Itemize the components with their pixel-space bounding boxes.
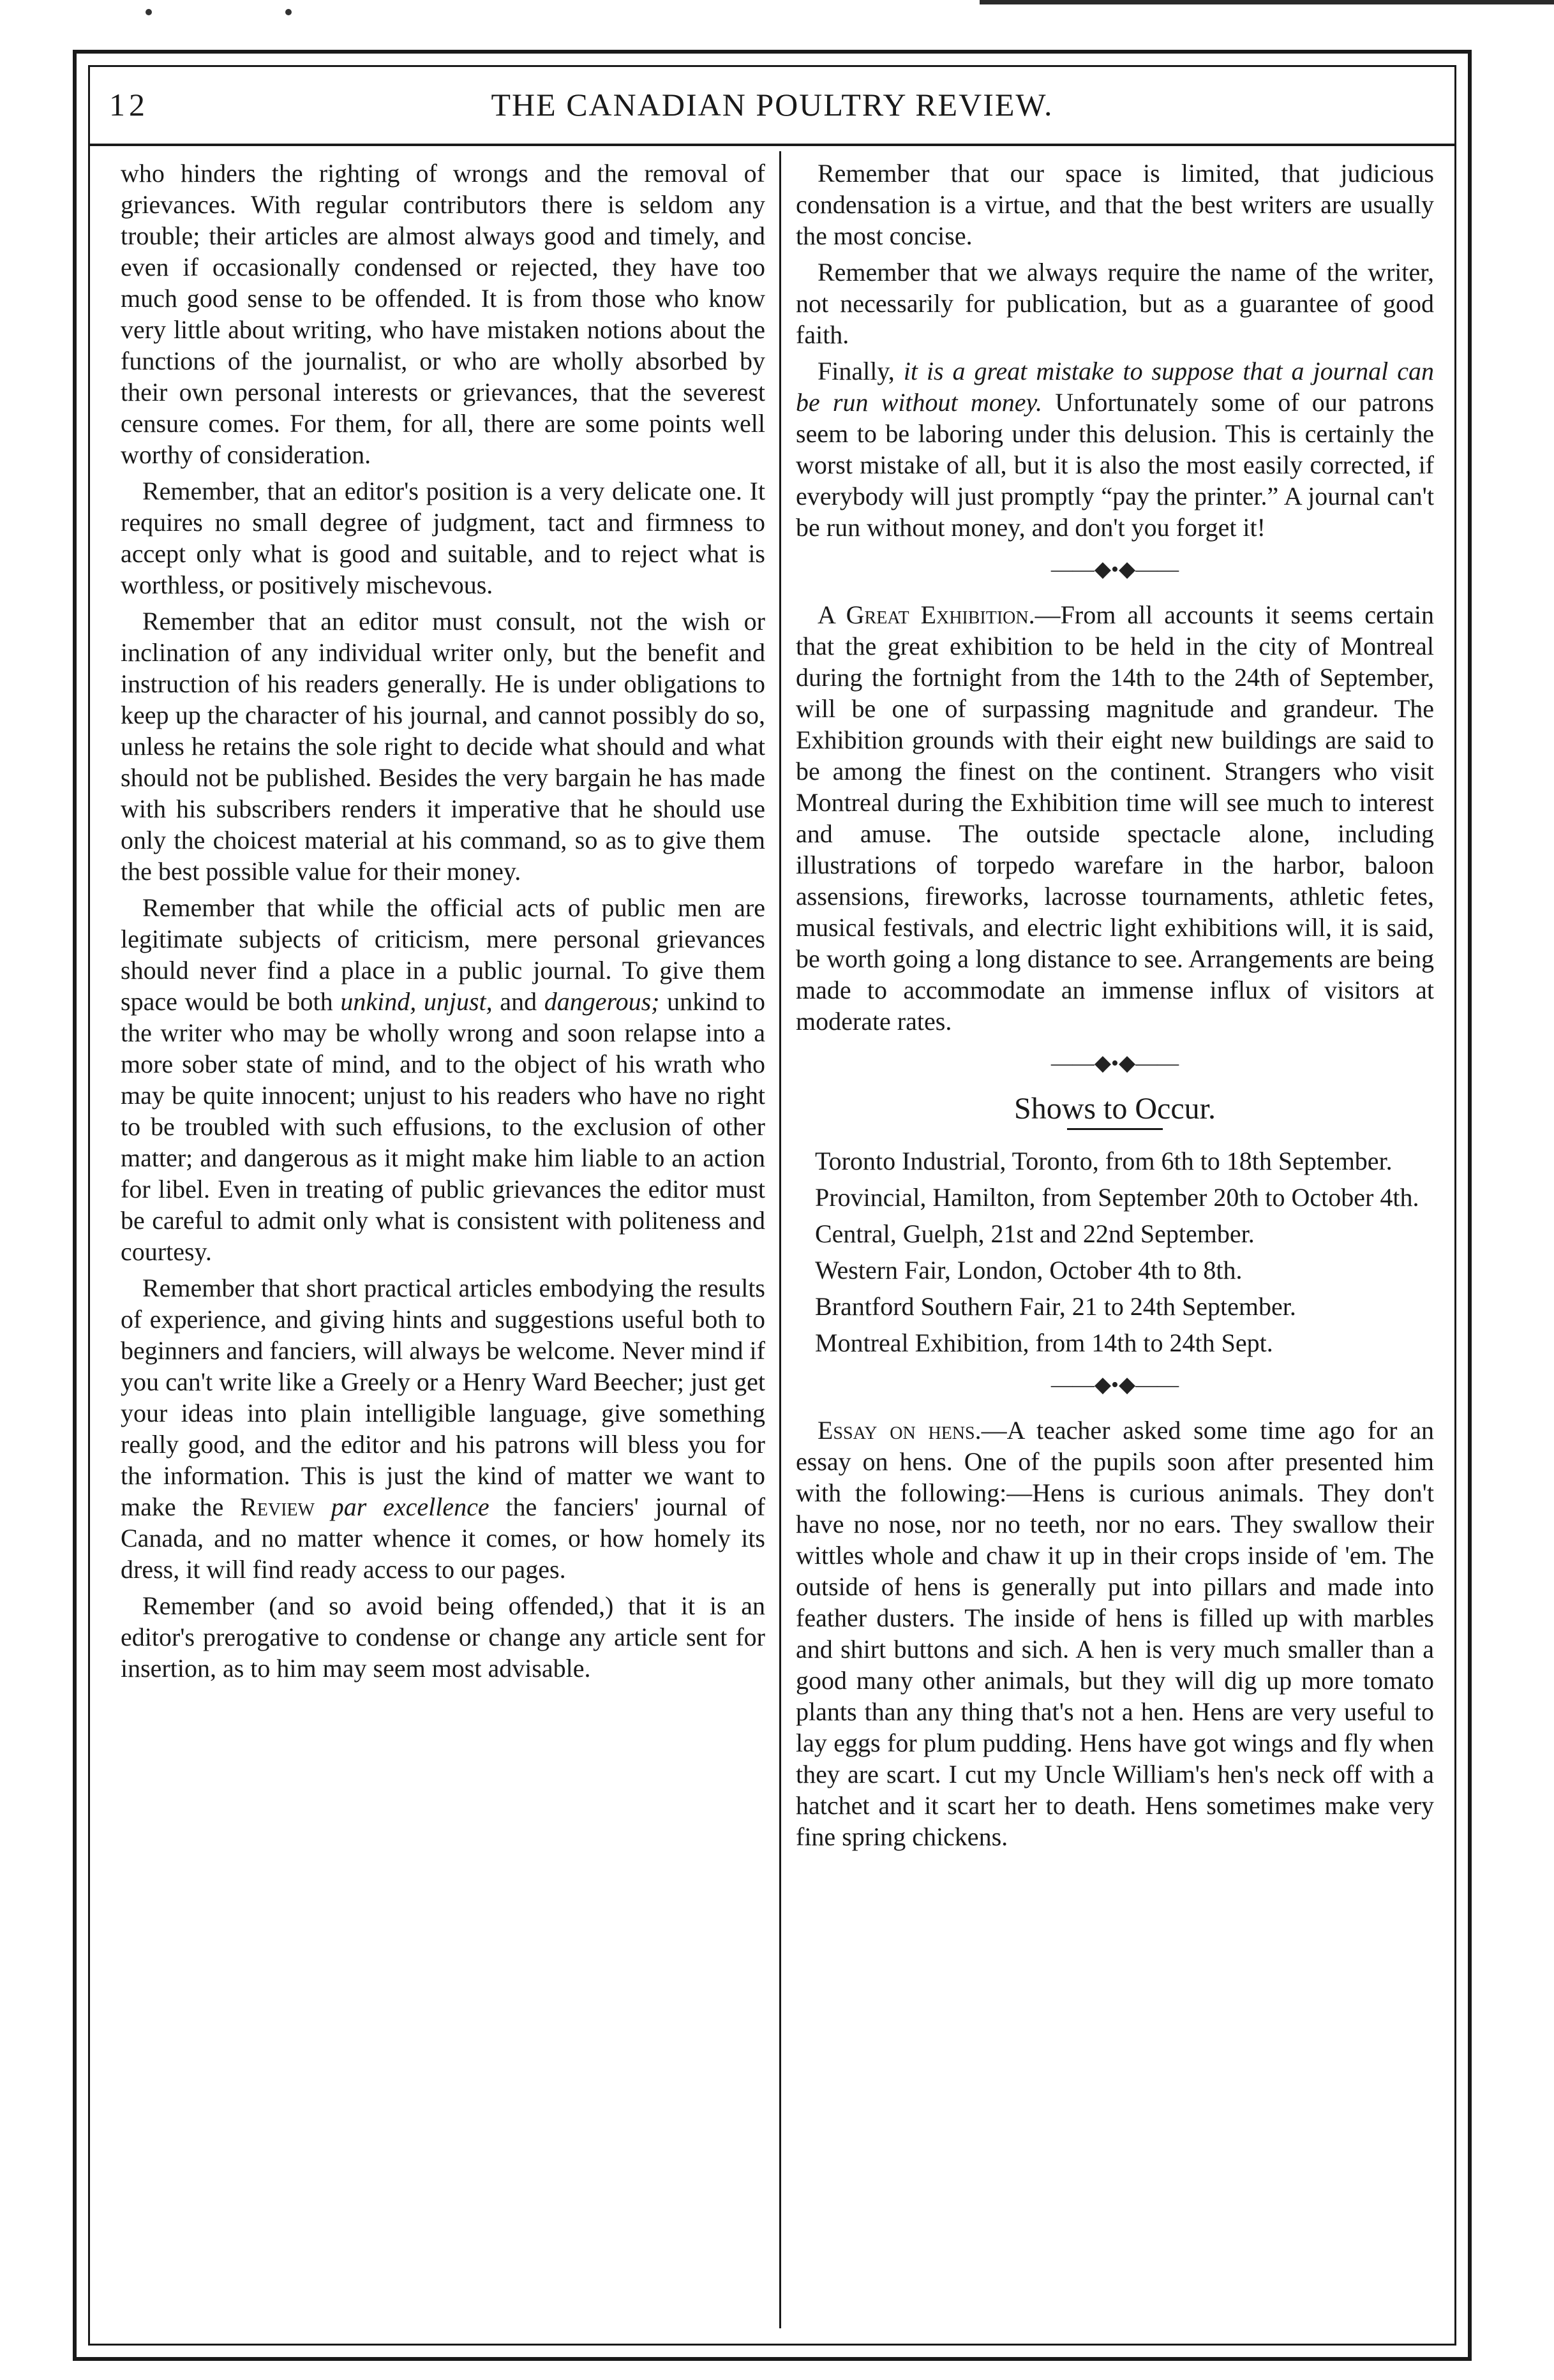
paragraph-text: unkind to the	[121, 987, 766, 1047]
paragraph: who hinders the righting of wrongs and the removal of grievances. With regular contributors there is seldom any trouble; their articles are almost always good and timely, and even if occasionally condensed or rejected, they have too much good sense to be offended. It is from those who know very little about writing, who have mistaken notions about the functions of the journalist, or who are wholly absorbed by their own personal interests or grievances, that the severest censure comes. For them, for all, there are some points well worthy of consideration.	[121, 159, 765, 469]
article-text: —A teacher asked some time ago for an essay on hens. One of the pupils soon after presented him with the following:—Hens is curious animals. They don't have no nose, nor no teeth, nor no ears. They swallow their wittles whole and chaw it up in their crops inside of 'em. The outside of hens is generally put into pillars and made into feather dusters. The inside of hens is filled up with marbles and shirt buttons and sich. A hen is very much smaller than a good many other animals, but they will dig up more tomato plants than any thing that's not a hen. Hens are very useful to lay eggs for plum pudding. Hens have got wings and fly when they are scart. I cut my Uncle William's hen's neck off with a hatchet and it scart her to death. Hens sometimes make very fine spring chickens.	[796, 1416, 1434, 1851]
italic-phrase: it is a great mistake to suppose that a journal can be run without money.	[796, 357, 1434, 417]
page-body	[88, 65, 1456, 2346]
ornament-divider: ——◆•◆——	[1050, 1373, 1179, 1397]
italic-phrase: par excellence	[331, 1492, 489, 1521]
top-edge-rule	[980, 0, 1554, 4]
page-frame	[73, 50, 1472, 2361]
journal-title: THE CANADIAN POULTRY REVIEW.	[491, 87, 1054, 123]
paragraph: Remember that an editor must consult, not the wish or inclination of any individual writer only, but the benefit and instruction of his readers generally. He is under obligations to keep up the character of his journal, and cannot possibly do so, unless he retains the sole right to decide what should and what should not be published. Besides the very bargain he has made with his subscribers renders it imperative that he should use only the choicest material at his command, so as to give them the best possible value for their money.	[121, 607, 765, 886]
paragraph-text: Remember that while the official acts of public men are legitimate subjects of criticism, mere personal grievances should never find a place in a public journal. To give them space would be both	[121, 893, 765, 1016]
show-entry: Toronto Industrial, Toronto, from 6th to 18th September.	[815, 1147, 1393, 1175]
paragraph: Remember (and so avoid being offended,) that it is an editor's prerogative to condense or change any article sent for insertion, as to him may seem most advisable.	[121, 1591, 765, 1683]
paragraph	[121, 892, 765, 1267]
paragraph: Remember that our space is limited, that judicious condensation is a virtue, and that the best writers are usually the most concise.	[796, 159, 1434, 250]
show-entry: Central, Guelph, 21st and 22nd September.	[815, 1219, 1255, 1248]
show-entry: Brantford Southern Fair, 21 to 24th September.	[815, 1292, 1296, 1321]
margin-dot	[146, 9, 152, 15]
title-underline	[1067, 1128, 1163, 1130]
paragraph-text: the fanciers' journal of Canada, and no matter whence it comes, or how homely its dress, it will find ready access to our pages.	[121, 1492, 766, 1584]
page-number: 12	[109, 87, 149, 123]
show-entry: Western Fair, London, October 4th to 8th.	[815, 1256, 1243, 1284]
paragraph-text: Remember that short practical articles embodying the results of experience, and giving hints and suggestions useful both to beginners and fanciers, will always be welcome. Never mind if you can't write like a Greely or a Henry Ward Beecher; just get your ideas into plain intelligible language, give something really good, and the editor and his patrons will bless you for the information. This is just the kind of matter we want to make the	[121, 1274, 765, 1521]
paragraph-text: and	[492, 987, 544, 1016]
left-column	[121, 158, 765, 1689]
section-title: Shows to Occur.	[1014, 1092, 1216, 1126]
paragraph-text: Unfortunately some of our patrons seem to be laboring under this delusion. This is certainly the worst mistake of all, but it is also the most easily corrected, if everybody will just promptly “pay the printer.” A journal can't be run without money, and don't you forget it!	[796, 388, 1435, 542]
show-entry: Montreal Exhibition, from 14th to 24th Sept.	[815, 1328, 1273, 1357]
paragraph-text: writer who may be wholly wrong and soon relapse into a more sober state of mind, and to the object of his wrath who may be quite innocent; unjust to his readers who have no right to be troubled with such effusions, to the exclusion of other matter; and dangerous as it might make him liable to an action for libel. Even in treating of public grievances the editor must be careful to admit only what is consistent with politeness and courtesy.	[121, 1018, 765, 1266]
show-entry: Provincial, Hamilton, from September 20th to October 4th.	[815, 1183, 1419, 1212]
paragraph-text: Finally,	[818, 357, 895, 385]
article-essay	[796, 1415, 1434, 1852]
margin-dot	[285, 9, 292, 15]
ornament-divider: ——◆•◆——	[1050, 1052, 1179, 1075]
right-column	[796, 158, 1434, 1857]
paragraph	[796, 355, 1434, 543]
small-caps-word: Review	[240, 1492, 315, 1521]
italic-phrase: dangerous;	[544, 987, 660, 1016]
paragraph	[121, 1272, 765, 1585]
article-heading: A Great Exhibition.	[818, 600, 1035, 629]
page-header	[90, 67, 1454, 146]
ornament-divider: ——◆•◆——	[1050, 558, 1179, 581]
paragraph: Remember that we always require the name of the writer, not necessarily for publication, but as a guarantee of good faith.	[796, 258, 1434, 349]
article-exhibition	[796, 599, 1434, 1037]
article-text: —From all accounts it seems certain that the great exhibition to be held in the city of Montreal during the fortnight from the 14th to the 24th of September, will be one of surpassing magnitude and grandeur. The Exhibition grounds with their eight new buildings are said to be among the finest on the continent. Strangers who visit Montreal during the Exhibition time will see much to interest and amuse. The outside spectacle alone, including illustrations of torpedo warefare in the harbor, baloon assensions, fireworks, lacrosse tournaments, athletic fetes, musical festivals, and electric light exhibitions will, it is said, be worth going a long distance to see. Arrangements are being made to accommodate an immense influx of visitors at moderate rates.	[796, 600, 1435, 1036]
italic-phrase: unkind, unjust,	[340, 987, 493, 1016]
paragraph: Remember, that an editor's position is a very delicate one. It requires no small degree of judgment, tact and firmness to accept only what is good and suitable, and to reject what is worthless, or positively mischevous.	[121, 477, 765, 599]
article-heading: Essay on hens.	[818, 1416, 982, 1445]
column-divider	[779, 151, 781, 2328]
